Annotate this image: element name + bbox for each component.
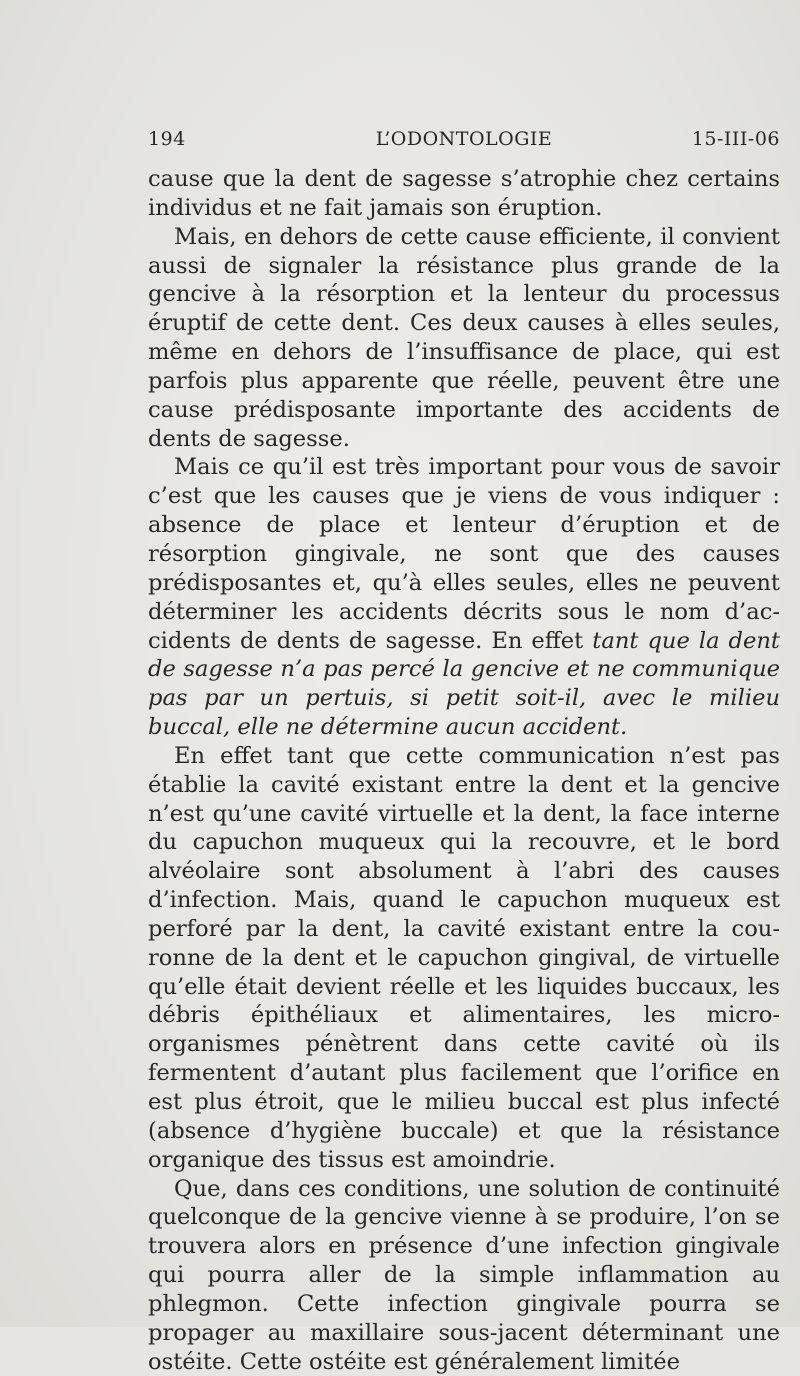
body-text	[148, 165, 780, 1376]
issue-date: 15-III-06	[691, 128, 780, 150]
italic-emphasis: tant que la dent de sagesse n’a pas percé la gencive et ne communique pas par un pertuis, si petit soit-il, avec le milieu buccal, elle ne détermine aucun accident.	[148, 627, 781, 741]
paragraph	[148, 223, 780, 454]
text-run: cause que la dent de sagesse s’atrophie chez certains individus et ne fait jamais son éruption.	[148, 166, 780, 221]
page-number: 194	[148, 128, 186, 150]
text-run: Mais, en dehors de cette cause efficiente, il convient aussi de signaler la résistance plus grande de la gencive à la résorption et la lenteur du processus éruptif de cette dent. Ces deux causes à elles seules, même en dehors de l’insuffisance de place, qui est parfois plus apparente que réelle, peuvent être une cause prédisposante importante des accidents de dents de sagesse.	[148, 223, 780, 452]
running-title: L’ODONTOLOGIE	[375, 128, 553, 150]
text-run: En effet tant que cette communication n’est pas établie la cavité existant entre la dent et la gencive n’est qu’une cavité virtuelle et la dent, la face interne du capuchon muqueux qui la recouvre, et le bord alvéolaire sont absolument à l’abri des causes d’infection. Mais, quand le capuchon muqueux est perforé par la dent, la cavité existant entre la couronne de la dent et le capuchon gingival, de virtuelle qu’elle était devient réelle et les liquides buccaux, les débris épithéliaux et alimentaires, les micro-organismes pénètrent dans cette cavité où ils fermentent d’autant plus facilement que l’orifice en est plus étroit, que le milieu buccal est plus infecté (absence d’hygiène buccale) et que la résistance organique des tissus est amoindrie.	[148, 742, 780, 1173]
paragraph	[148, 742, 780, 1175]
text-run: Que, dans ces conditions, une solution de continuité quelconque de la gencive vienne à se produire, l’on se trouvera alors en présence d’une infection gingivale qui pourra aller de la simple inflammation au phlegmon. Cette infection gingivale pourra se propager au maxillaire sous-jacent déterminant une ostéite. Cette ostéite est généralement limitée	[148, 1175, 780, 1375]
paragraph	[148, 165, 780, 223]
running-header	[148, 128, 780, 158]
paragraph	[148, 1175, 780, 1376]
text-run: Mais ce qu’il est très important pour vous de savoir c’est que les causes que je viens de vous indiquer : absence de place et lenteur d’éruption et de résorption gingivale, ne sont que des causes prédisposantes et, qu’à elles seules, elles ne peuvent déterminer les accidents décrits sous le nom d’accidents de dents de sagesse. En effet	[148, 454, 780, 654]
paragraph	[148, 453, 780, 741]
